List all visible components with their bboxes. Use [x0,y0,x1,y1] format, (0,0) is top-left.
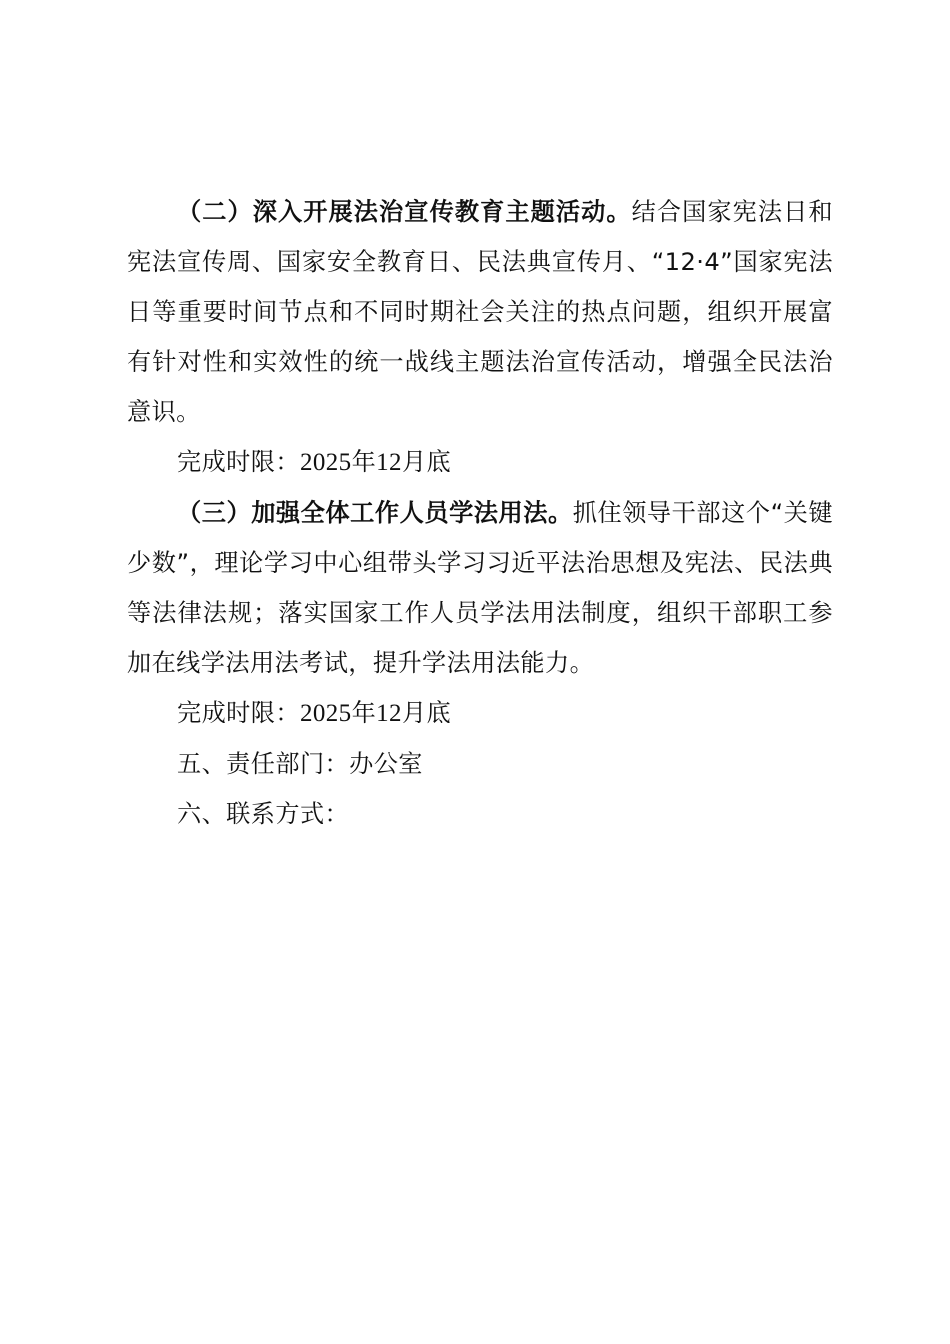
deadline-label: 完成时限： [177,699,300,727]
contact-text: 六、联系方式： [177,800,350,828]
item-3-body: 抓住领导干部这个“关键少数”，理论学习中心组带头学习习近平法治思想及宪法、民法典等法律法规；落实国家工作人员学法用法制度，组织干部职工参加在线学法用法考试，提升学法用法能力。 [127,499,833,677]
item-2-heading: （二）深入开展法治宣传教育主题活动。 [177,198,632,226]
deadline-month-unit: 月底 [401,699,452,727]
paragraph-item-2 [127,187,833,437]
deadline-month: 12 [376,700,402,727]
deadline-year-unit: 年 [351,448,377,476]
paragraph-item-3 [127,488,833,688]
deadline-year: 2025 [299,449,352,476]
item-2-body: 结合国家宪法日和宪法宣传周、国家安全教育日、民法典宣传月、“12·4”国家宪法日等重要时间节点和不同时期社会关注的热点问题，组织开展富有针对性和实效性的统一战线主题法治宣传活动，增强全民法治意识。 [127,198,834,426]
deadline-line-1 [127,437,833,488]
item-3-heading: （三）加强全体工作人员学法用法。 [177,499,573,527]
deadline-month-unit: 月底 [401,448,452,476]
responsible-department-line [127,739,833,789]
contact-line [127,789,833,839]
deadline-month: 12 [376,449,402,476]
deadline-year-unit: 年 [351,699,377,727]
responsible-department-text: 五、责任部门：办公室 [177,750,423,778]
deadline-year: 2025 [299,700,352,727]
deadline-line-2 [127,688,833,739]
document-page [127,187,833,839]
deadline-label: 完成时限： [177,448,300,476]
